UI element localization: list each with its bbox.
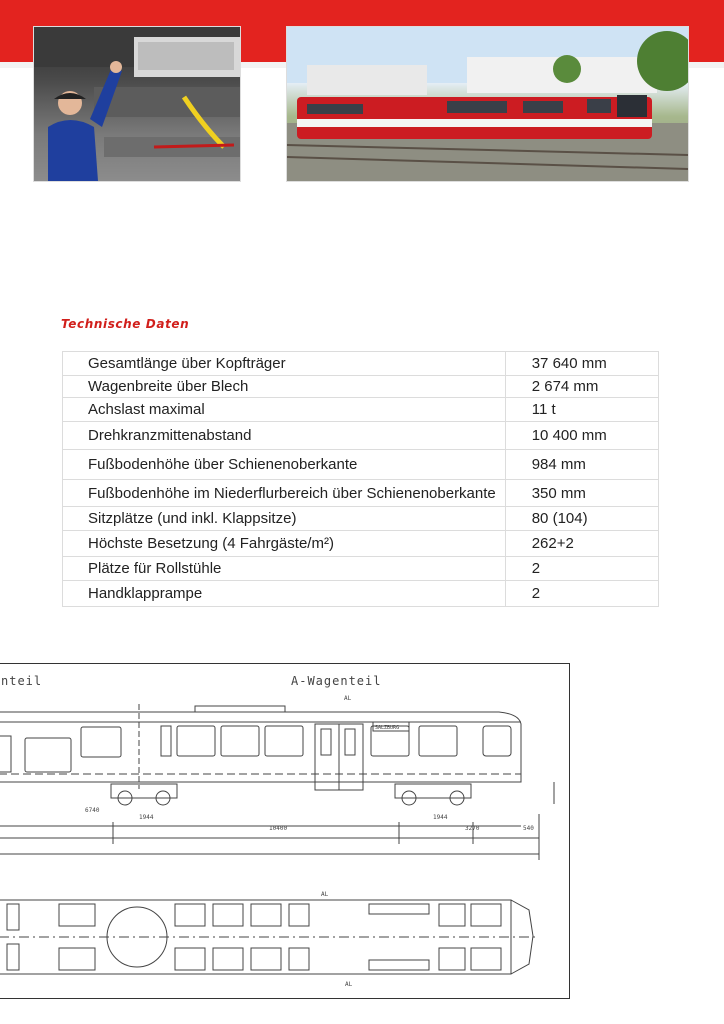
spec-label: Sitzplätze (und inkl. Klappsitze) <box>63 507 506 531</box>
spec-label: Höchste Besetzung (4 Fahrgäste/m²) <box>63 531 506 557</box>
dim-label: 10400 <box>269 825 288 832</box>
spec-value: 11 t <box>505 398 658 422</box>
spec-value: 2 <box>505 581 658 607</box>
tram-side-and-plan-view <box>0 664 569 998</box>
spec-label: Plätze für Rollstühle <box>63 557 506 581</box>
drawing-part-b-label: nteil <box>1 674 43 688</box>
table-row <box>63 480 659 507</box>
technician-photo-art <box>34 27 240 181</box>
spec-value: 262+2 <box>505 531 658 557</box>
spec-value: 984 mm <box>505 450 658 480</box>
photo-technician <box>33 26 241 182</box>
spec-label: Fußbodenhöhe über Schienenoberkante <box>63 450 506 480</box>
spec-label: Handklapprampe <box>63 581 506 607</box>
spec-label: Wagenbreite über Blech <box>63 376 506 398</box>
spec-label: Gesamtlänge über Kopfträger <box>63 352 506 376</box>
spec-value: 2 <box>505 557 658 581</box>
table-row <box>63 376 659 398</box>
dim-label: AL <box>344 695 352 702</box>
section-title: Technische Daten <box>61 317 190 331</box>
technical-drawing <box>0 663 570 999</box>
table-row <box>63 450 659 480</box>
spec-label: Achslast maximal <box>63 398 506 422</box>
spec-value: 2 674 mm <box>505 376 658 398</box>
table-row <box>63 557 659 581</box>
drawing-part-a-label: A-Wagenteil <box>291 674 382 688</box>
spec-label: Drehkranzmittenabstand <box>63 422 506 450</box>
spec-value: 10 400 mm <box>505 422 658 450</box>
dim-label: AL <box>345 981 353 988</box>
dim-label: 1944 <box>433 814 448 821</box>
spec-value: 80 (104) <box>505 507 658 531</box>
table-row <box>63 422 659 450</box>
table-row <box>63 398 659 422</box>
table-row <box>63 507 659 531</box>
dim-label: SALZBURG <box>375 725 400 731</box>
dim-label: AL <box>321 891 329 898</box>
spec-label: Fußbodenhöhe im Niederflurbereich über Schienenoberkante <box>63 480 506 507</box>
table-row <box>63 531 659 557</box>
dim-label: 6740 <box>85 807 100 814</box>
dim-label: 1944 <box>139 814 154 821</box>
dim-label: 540 <box>523 825 534 832</box>
table-row <box>63 352 659 376</box>
photo-tram <box>286 26 689 182</box>
tram-photo-art <box>287 27 688 181</box>
spec-value: 37 640 mm <box>505 352 658 376</box>
spec-table <box>62 351 659 607</box>
table-row <box>63 581 659 607</box>
spec-value: 350 mm <box>505 480 658 507</box>
dim-label: 3270 <box>465 825 480 832</box>
